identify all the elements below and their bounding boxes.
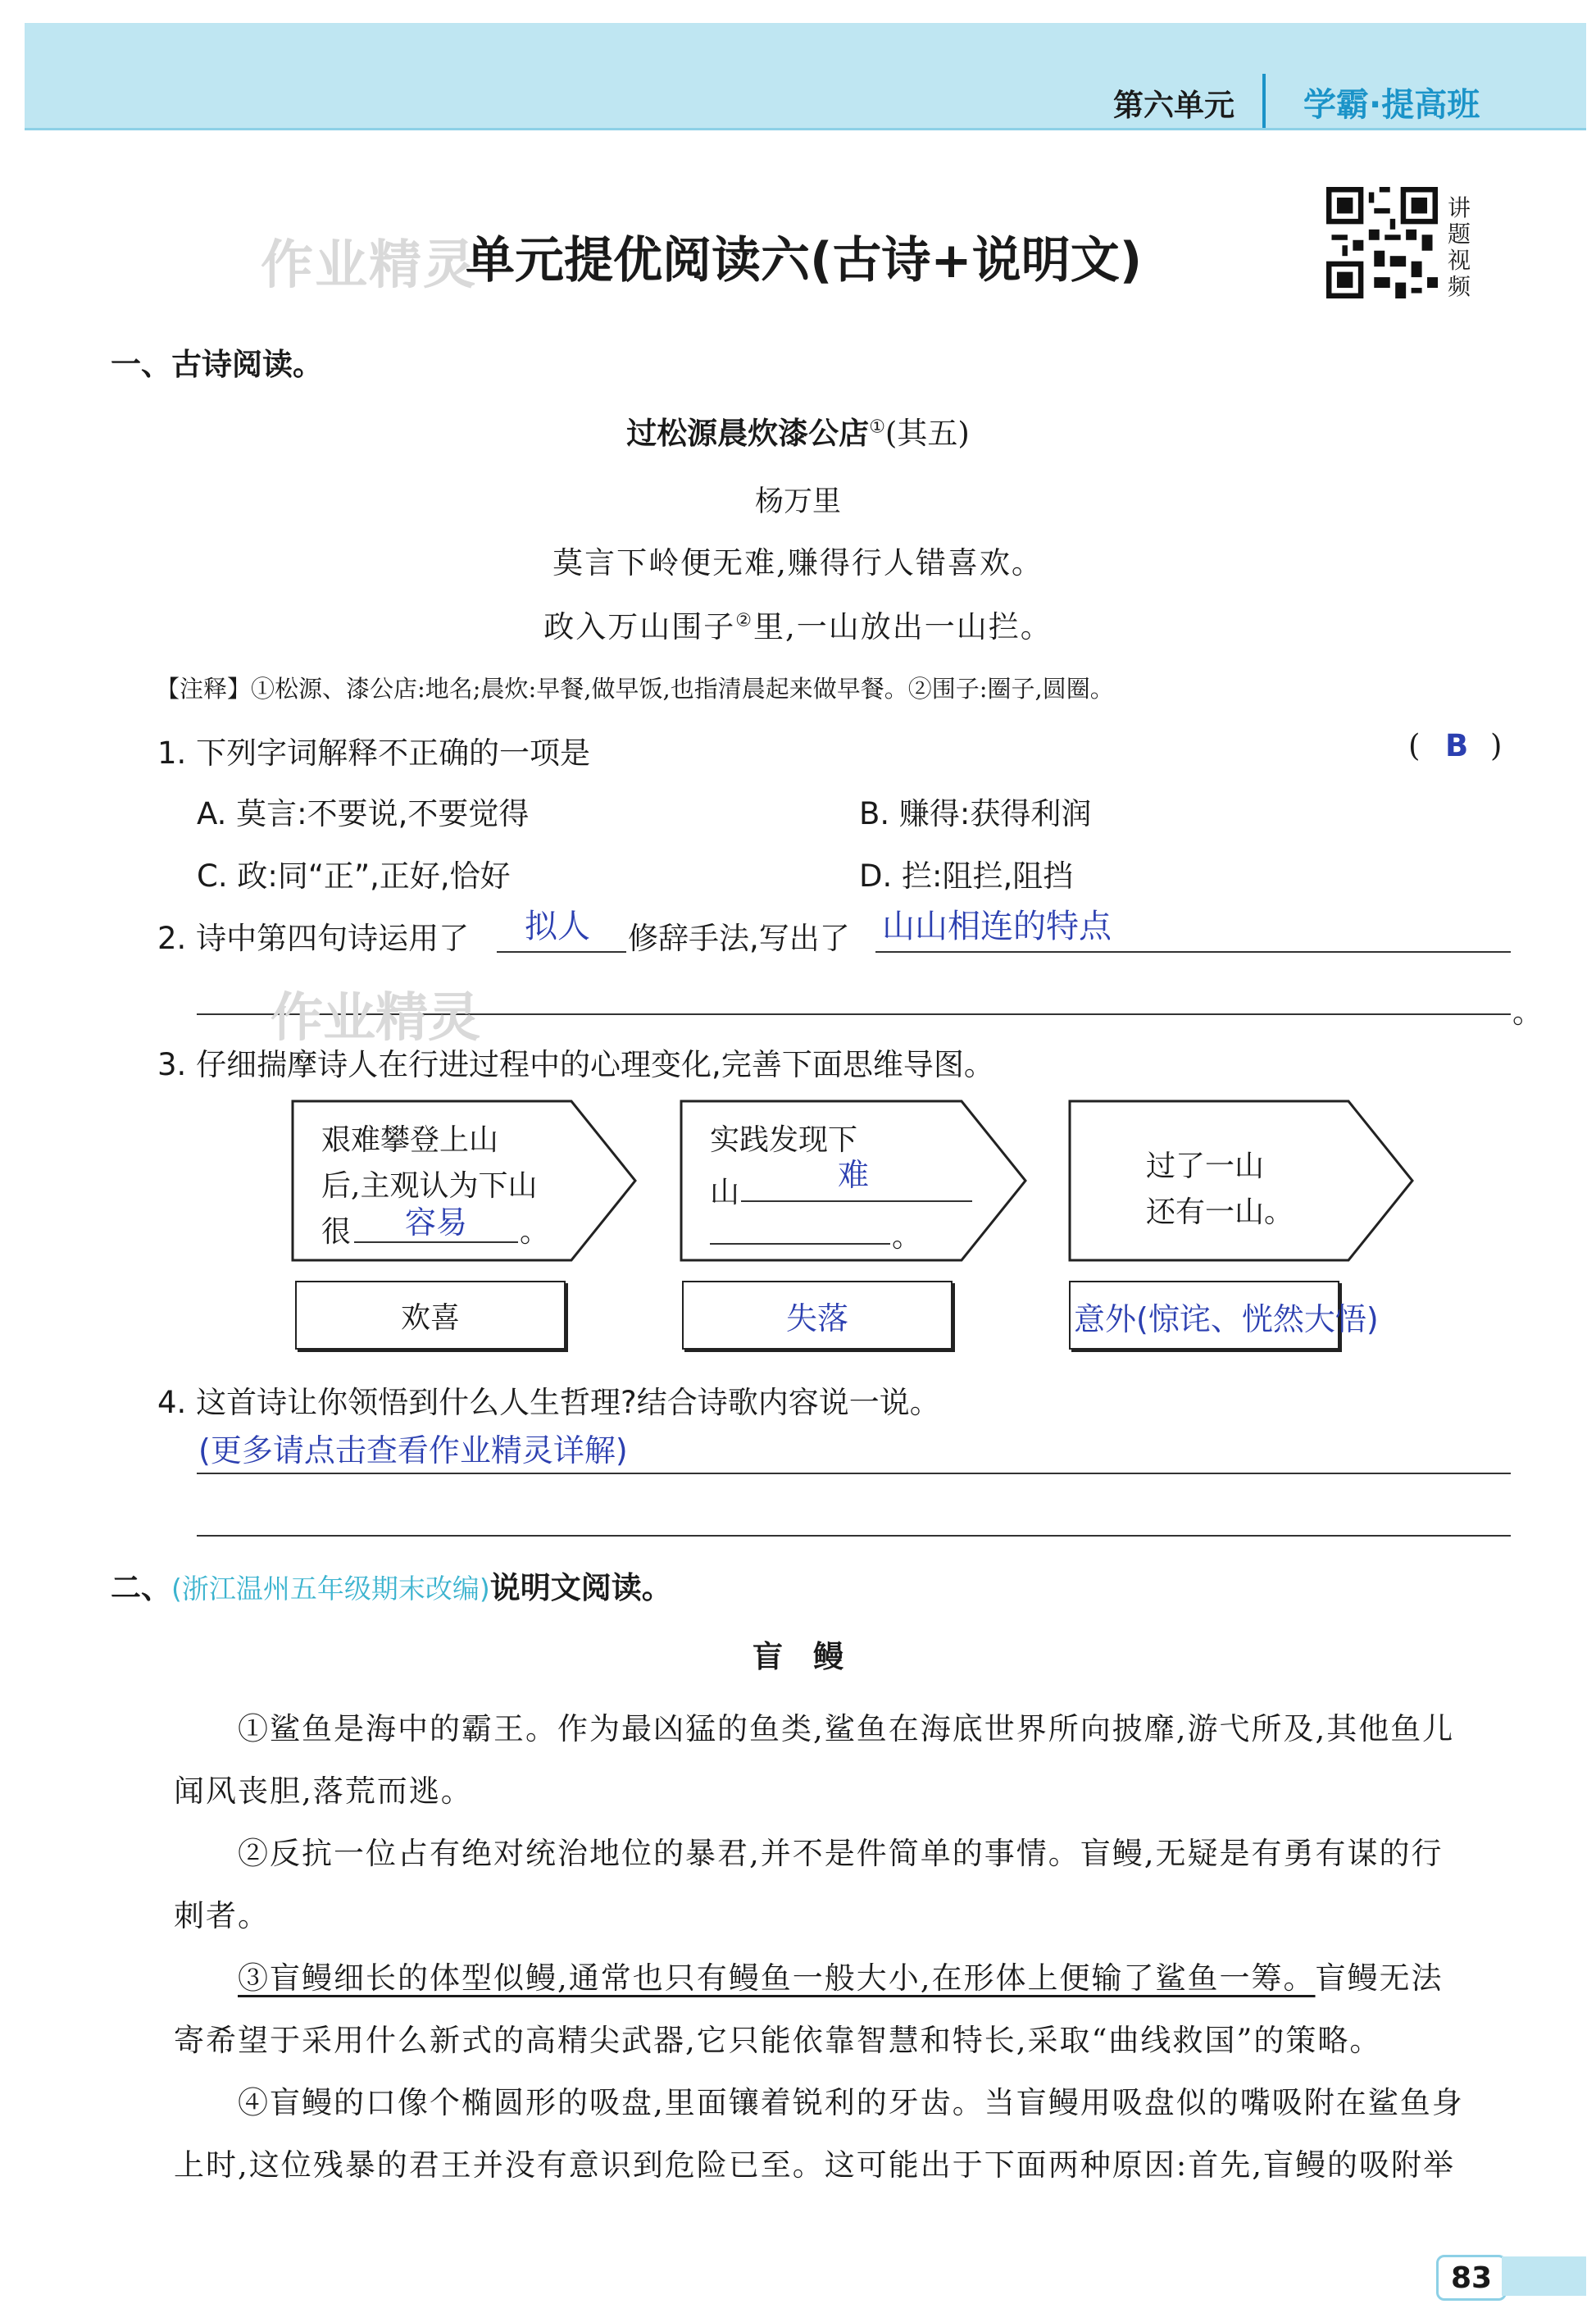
q1-stem: 1. 下列字词解释不正确的一项是 [157, 735, 591, 771]
q2-end: 。 [1512, 995, 1543, 1030]
poem-line-1: 莫言下岭便无难,赚得行人错喜欢。 [552, 545, 1044, 581]
box1-line2: 后,主观认为下山 [321, 1169, 538, 1203]
q2-answer1: 拟人 [525, 908, 590, 945]
box2-blank-line2 [710, 1243, 890, 1245]
poem-subtitle: (其五) [884, 416, 970, 451]
box2-line2: 山 [710, 1176, 740, 1209]
underlined-sentence: ③盲鳗细长的体型似鳗,通常也只有鳗鱼一般大小,在形体上便输了鲨鱼一筹。 [238, 1960, 1316, 1996]
section2-heading: 二、(浙江温州五年级期末改编)说明文阅读。 [111, 1570, 672, 1605]
watermark: 作业精灵 [261, 235, 477, 296]
unit-label: 第六单元 [1113, 88, 1235, 123]
box1-answer: 容易 [405, 1204, 468, 1241]
qr-caption: 题 [1448, 221, 1471, 248]
brand-divider [1262, 74, 1266, 128]
q2-blank2-line [875, 951, 1511, 953]
q4-answer-line2 [197, 1535, 1511, 1537]
watermark: 作业精灵 [271, 988, 480, 1049]
note-mark: ① [869, 417, 885, 438]
emotion-box-2: 失落 [682, 1281, 953, 1350]
box2-answer: 难 [838, 1157, 870, 1193]
qr-caption: 频 [1448, 273, 1471, 300]
box2-blank-line1 [741, 1200, 972, 1202]
brand-logo: 学霸·提高班 [1303, 86, 1480, 124]
q1-answer: B [1445, 728, 1469, 763]
q1-option-a: A. 莫言:不要说,不要觉得 [197, 796, 530, 831]
q1-option-d: D. 拦:阻拦,阻挡 [859, 858, 1074, 894]
para4-line1: ④盲鳗的口像个椭圆形的吸盘,里面镶着锐利的牙齿。当盲鳗用吸盘似的嘴吸附在鲨鱼身 [238, 2085, 1464, 2120]
q1-paren-right: ) [1490, 728, 1503, 763]
box1-line1: 艰难攀登上山 [321, 1123, 499, 1157]
q3-stem: 3. 仔细揣摩诗人在行进过程中的心理变化,完善下面思维导图。 [157, 1047, 994, 1082]
emotion-answer-3: 意外(惊诧、恍然大悟) [1074, 1301, 1379, 1337]
q4-detail-link[interactable]: (更多请点击查看作业精灵详解) [198, 1432, 628, 1468]
box1-line3b: 。 [520, 1215, 550, 1249]
box3-line1: 过了一山 [1146, 1150, 1265, 1183]
q1-paren-left: ( [1408, 728, 1421, 763]
poem-title: 过松源晨炊漆公店 [626, 415, 870, 451]
q1-option-c: C. 政:同“正”,正好,恰好 [197, 858, 511, 894]
poem-line-2: 政入万山围子②里,一山放出一山拦。 [543, 609, 1053, 644]
qr-caption: 讲 [1448, 194, 1471, 221]
box2-line3: 。 [892, 1220, 922, 1254]
note-mark: ② [735, 610, 753, 631]
q4-stem[interactable]: 4. 这首诗让你领悟到什么人生哲理?结合诗歌内容说一说。 [157, 1385, 940, 1420]
para3-line1: ③盲鳗细长的体型似鳗,通常也只有鳗鱼一般大小,在形体上便输了鲨鱼一筹。盲鳗无法 [238, 1960, 1444, 1996]
q4-answer-line1 [197, 1473, 1511, 1474]
page-number: 83 [1436, 2255, 1507, 2301]
q2-part2: 修辞手法,写出了 [628, 921, 850, 956]
para2-line1: ②反抗一位占有绝对统治地位的暴君,并不是件简单的事情。盲鳗,无疑是有勇有谋的行 [238, 1836, 1444, 1871]
para2-line2: 刺者。 [174, 1898, 270, 1933]
box3-line2: 还有一山。 [1146, 1195, 1294, 1229]
q1-option-b: B. 赚得:获得利润 [859, 796, 1092, 831]
para4-line2: 上时,这位残暴的君王并没有意识到危险已至。这可能出于下面两种原因:首先,盲鳗的吸附举 [174, 2147, 1455, 2183]
poem-title-line [0, 408, 1596, 453]
poem-author: 杨万里 [754, 485, 841, 518]
annotation: 【注释】①松源、漆公店:地名;晨炊:早餐,做早饭,也指清晨起来做早餐。②围子:圈子,圆圈。 [156, 675, 1114, 703]
para1-line2: 闻风丧胆,落荒而逃。 [174, 1774, 473, 1809]
q2-part1: 2. 诗中第四句诗运用了 [157, 921, 470, 956]
qr-code-icon[interactable] [1326, 187, 1438, 298]
page-title: 单元提优阅读六(古诗+说明文) [466, 232, 1143, 289]
para1-line1: ①鲨鱼是海中的霸王。作为最凶猛的鱼类,鲨鱼在海底世界所向披靡,游弋所及,其他鱼儿 [238, 1711, 1455, 1746]
box2-line1: 实践发现下 [710, 1123, 858, 1157]
emotion-box-1: 欢喜 [295, 1281, 566, 1350]
article-title: 盲 鳗 [753, 1638, 843, 1674]
box1-line3a: 很 [321, 1215, 352, 1249]
qr-caption: 视 [1448, 247, 1471, 274]
q2-answer2: 山山相连的特点 [882, 908, 1112, 945]
para3-line2: 寄希望于采用什么新式的高精尖武器,它只能依靠智慧和特长,采取“曲线救国”的策略。 [174, 2023, 1382, 2058]
page-band [1502, 2256, 1586, 2296]
source-tag: (浙江温州五年级期末改编) [171, 1573, 490, 1605]
q2-blank1-line [497, 951, 626, 953]
section1-heading: 一、古诗阅读。 [111, 347, 323, 382]
